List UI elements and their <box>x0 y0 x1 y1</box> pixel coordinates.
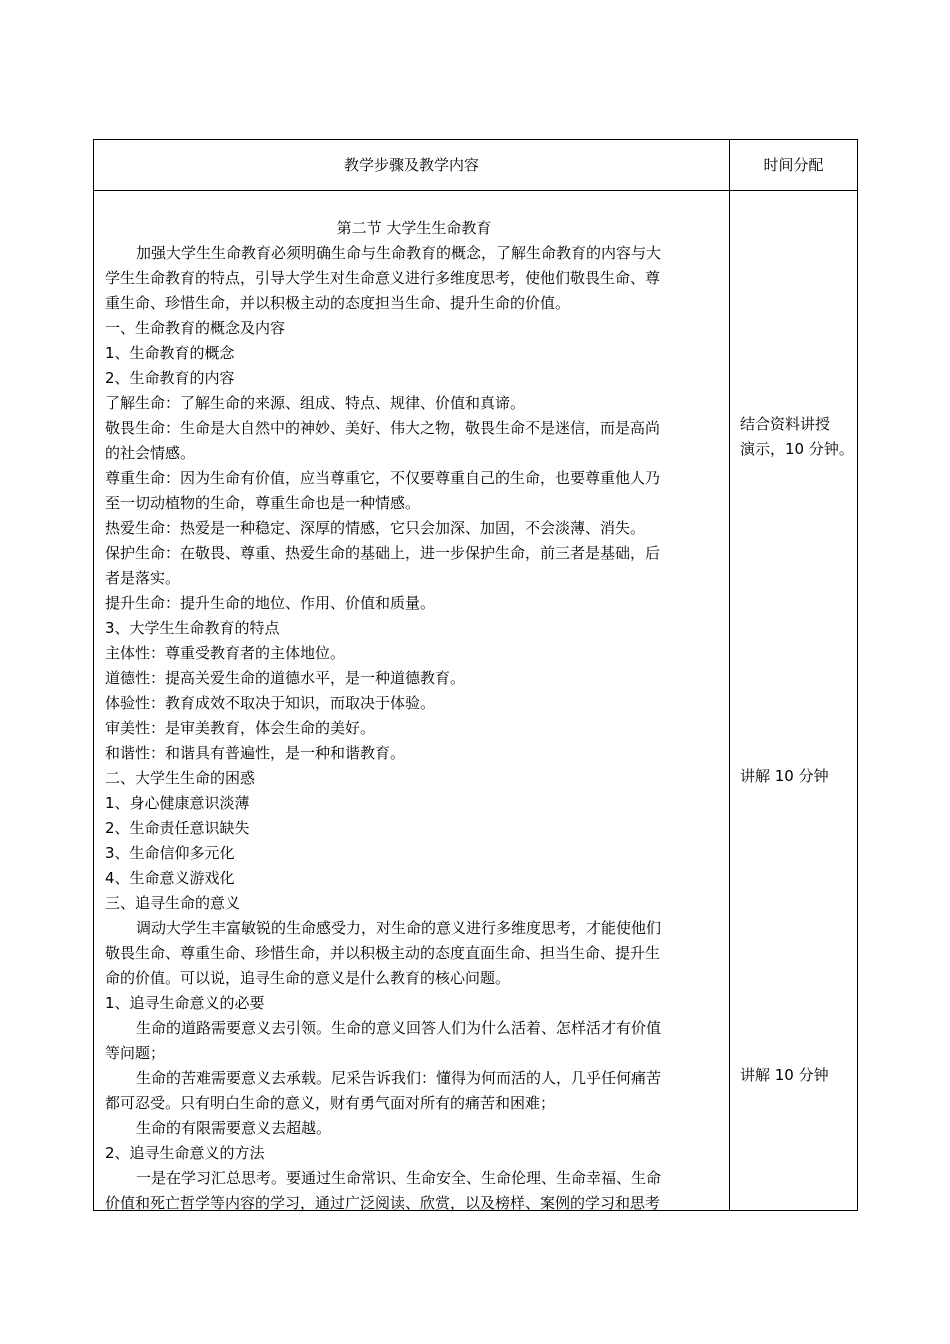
content-line: 二、大学生生命的困惑 <box>105 769 256 787</box>
content-line: 生命的有限需要意义去超越。 <box>136 1119 332 1137</box>
content-line: 2、生命教育的内容 <box>105 369 235 387</box>
time-note-1 <box>740 412 854 462</box>
time-note-line: 讲解 10 分钟 <box>740 1066 829 1084</box>
content-line: 保护生命：在敬畏、尊重、热爱生命的基础上，进一步保护生命，前三者是基础，后 <box>105 544 661 562</box>
content-line: 1、身心健康意识淡薄 <box>105 794 250 812</box>
content-line: 调动大学生丰富敏锐的生命感受力，对生命的意义进行多维度思考，才能使他们 <box>136 919 662 937</box>
content-line: 等问题； <box>105 1044 166 1062</box>
content-line: 至一切动植物的生命，尊重生命也是一种情感。 <box>105 494 421 512</box>
content-line: 道德性：提高关爱生命的道德水平，是一种道德教育。 <box>105 669 466 687</box>
lesson-table <box>93 139 858 1211</box>
content-line: 学生生命教育的特点，引导大学生对生命意义进行多维度思考，使他们敬畏生命、尊 <box>105 269 661 287</box>
content-line: 者是落实。 <box>105 569 181 587</box>
content-line: 的社会情感。 <box>105 444 196 462</box>
content-line: 热爱生命：热爱是一种稳定、深厚的情感，它只会加深、加固，不会淡薄、消失。 <box>105 519 646 537</box>
content-line: 1、生命教育的概念 <box>105 344 235 362</box>
time-note-2 <box>740 764 829 789</box>
time-note-line: 演示，10 分钟。 <box>740 440 854 458</box>
content-line: 2、追寻生命意义的方法 <box>105 1144 265 1162</box>
content-line: 都可忍受。只有明白生命的意义，财有勇气面对所有的痛苦和困难； <box>105 1094 556 1112</box>
content-line: 一是在学习汇总思考。要通过生命常识、生命安全、生命伦理、生命幸福、生命 <box>136 1169 662 1187</box>
column-divider <box>729 140 730 1210</box>
time-note-line: 讲解 10 分钟 <box>740 767 829 785</box>
time-note-3 <box>740 1063 829 1088</box>
content-line: 1、追寻生命意义的必要 <box>105 994 265 1012</box>
content-line: 加强大学生生命教育必须明确生命与生命教育的概念，了解生命教育的内容与大 <box>136 244 662 262</box>
content-line: 敬畏生命、尊重生命、珍惜生命，并以积极主动的态度直面生命、担当生命、提升生 <box>105 944 661 962</box>
content-line: 尊重生命：因为生命有价值，应当尊重它，不仅要尊重自己的生命，也要尊重他人乃 <box>105 469 661 487</box>
content-line: 和谐性：和谐具有普遍性，是一种和谐教育。 <box>105 744 406 762</box>
content-line: 价值和死亡哲学等内容的学习，通过广泛阅读、欣赏，以及榜样、案例的学习和思考 <box>105 1194 661 1212</box>
content-line: 体验性：教育成效不取决于知识，而取决于体验。 <box>105 694 436 712</box>
content-line: 生命的苦难需要意义去承载。尼采告诉我们：懂得为何而活的人，几乎任何痛苦 <box>136 1069 662 1087</box>
content-line: 重生命、珍惜生命，并以积极主动的态度担当生命、提升生命的价值。 <box>105 294 571 312</box>
time-note-line: 结合资料讲授 <box>740 415 831 433</box>
content-line: 提升生命：提升生命的地位、作用、价值和质量。 <box>105 594 436 612</box>
header-divider <box>94 190 857 191</box>
content-line: 3、大学生生命教育的特点 <box>105 619 280 637</box>
header-time-cell: 时间分配 <box>763 156 824 174</box>
content-line: 一、生命教育的概念及内容 <box>105 319 286 337</box>
content-cell <box>105 216 723 1216</box>
content-line: 了解生命：了解生命的来源、组成、特点、规律、价值和真谛。 <box>105 394 526 412</box>
content-line: 三、追寻生命的意义 <box>105 894 241 912</box>
header-content-cell: 教学步骤及教学内容 <box>343 156 479 174</box>
section-title: 第二节 大学生生命教育 <box>336 219 492 237</box>
content-line: 4、生命意义游戏化 <box>105 869 235 887</box>
content-line: 主体性：尊重受教育者的主体地位。 <box>105 644 346 662</box>
content-line: 命的价值。可以说，追寻生命的意义是什么教育的核心问题。 <box>105 969 511 987</box>
content-line: 敬畏生命：生命是大自然中的神妙、美好、伟大之物，敬畏生命不是迷信，而是高尚 <box>105 419 661 437</box>
content-line: 3、生命信仰多元化 <box>105 844 235 862</box>
content-line: 审美性：是审美教育，体会生命的美好。 <box>105 719 376 737</box>
content-line: 生命的道路需要意义去引领。生命的意义回答人们为什么活着、怎样活才有价值 <box>136 1019 662 1037</box>
content-line: 2、生命责任意识缺失 <box>105 819 250 837</box>
